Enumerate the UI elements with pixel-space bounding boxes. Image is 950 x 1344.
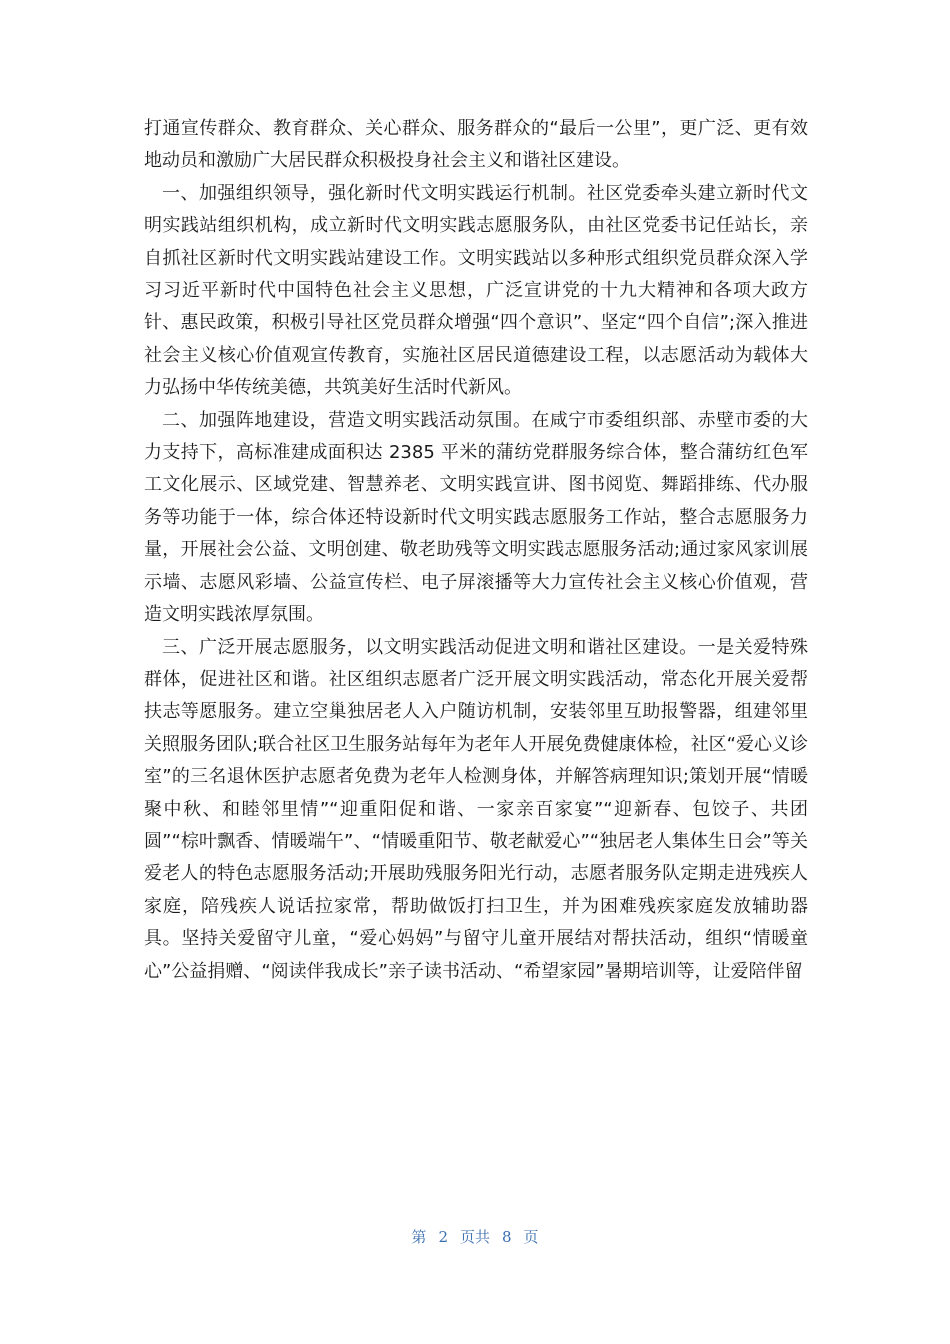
footer-prefix: 第 xyxy=(411,1228,427,1246)
paragraph-section-3: 三、广泛开展志愿服务，以文明实践活动促进文明和谐社区建设。一是关爱特殊群体，促进社区和谐。社区组织志愿者广泛开展文明实践活动，常态化开展关爱帮扶志等愿服务。建立空巢独居老人入户随访机制，安装邻里互助报警器，组建邻里关照服务团队;联合社区卫生服务站每年为老年人开展免费健康体检，社区“爱心义诊室”的三名退休医护志愿者免费为老年人检测身体，并解答病理知识;策划开展“情暖聚中秋、和睦邻里情”“迎重阳促和谐、一家亲百家宴”“迎新春、包饺子、共团圆”“棕叶飘香、情暖端午”、“情暖重阳节、敬老献爱心”“独居老人集体生日会”等关爱老人的特色志愿服务活动;开展助残服务阳光行动，志愿者服务队定期走进残疾人家庭，陪残疾人说话拉家常，帮助做饭打扫卫生，并为困难残疾家庭发放辅助器具。坚持关爱留守儿童，“爱心妈妈”与留守儿童开展结对帮扶活动，组织“情暖童心”公益捐赠、“阅读伴我成长”亲子读书活动、“希望家园”暑期培训等，让爱陪伴留 xyxy=(144,636,808,982)
footer-current-page: 2 xyxy=(438,1228,448,1246)
footer-total-pages: 8 xyxy=(502,1228,512,1246)
footer-suffix: 页 xyxy=(523,1228,539,1246)
page-number-footer xyxy=(0,1226,950,1247)
paragraph-continuation: 打通宣传群众、教育群众、关心群众、服务群众的“最后一公里”，更广泛、更有效地动员和激励广大居民群众积极投身社会主义和谐社区建设。 xyxy=(144,118,808,172)
footer-middle: 页共 xyxy=(459,1228,490,1246)
document-body xyxy=(144,113,808,988)
paragraph-section-2: 二、加强阵地建设，营造文明实践活动氛围。在咸宁市委组织部、赤壁市委的大力支持下，高标准建成面积达 2385 平米的蒲纺党群服务综合体，整合蒲纺红色军工文化展示、区域党建、智慧养老、文明实践宣讲、图书阅览、舞蹈排练、代办服务等功能于一体，综合体还特设新时代文明实践志愿服务工作站，整合志愿服务力量，开展社会公益、文明创建、敬老助残等文明实践志愿服务活动;通过家风家训展示墙、志愿风彩墙、公益宣传栏、电子屏滚播等大力宣传社会主义核心价值观，营造文明实践浓厚氛围。 xyxy=(144,409,808,626)
paragraph-section-1: 一、加强组织领导，强化新时代文明实践运行机制。社区党委牵头建立新时代文明实践站组织机构，成立新时代文明实践志愿服务队，由社区党委书记任站长，亲自抓社区新时代文明实践站建设工作。文明实践站以多种形式组织党员群众深入学习习近平新时代中国特色社会主义思想，广泛宣讲党的十九大精神和各项大政方针、惠民政策，积极引导社区党员群众增强“四个意识”、坚定“四个自信”;深入推进社会主义核心价值观宣传教育，实施社区居民道德建设工程，以志愿活动为载体大力弘扬中华传统美德，共筑美好生活时代新风。 xyxy=(144,182,808,399)
